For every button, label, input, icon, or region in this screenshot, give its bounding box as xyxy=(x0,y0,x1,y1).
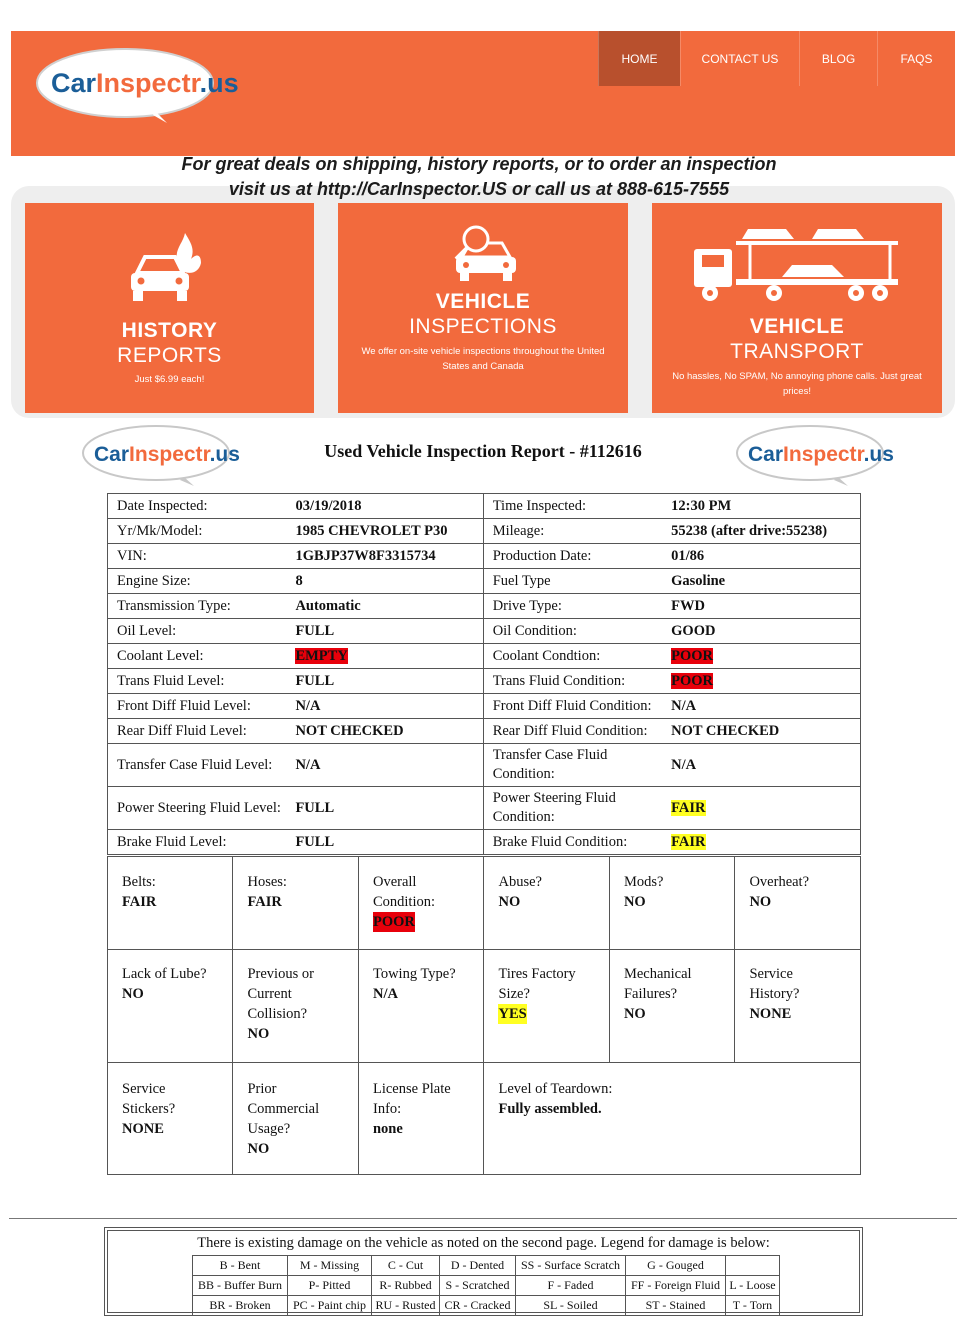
time-inspected-value: 12:30 PM xyxy=(666,494,860,519)
belts-label: Belts: xyxy=(122,874,156,890)
coolant-level-value: EMPTY xyxy=(295,647,348,664)
license-plate-cell xyxy=(358,1063,484,1175)
burning-car-icon xyxy=(125,229,215,305)
model-label: Yr/Mk/Model: xyxy=(108,519,291,544)
lack-of-lube-label: Lack of Lube? xyxy=(122,966,207,982)
table-row xyxy=(108,694,861,719)
history-tile-subtitle: REPORTS xyxy=(117,344,222,367)
table-row xyxy=(108,744,861,787)
transfer-case-condition-value: N/A xyxy=(666,744,860,787)
overheat-cell xyxy=(735,857,861,950)
overheat-value: NO xyxy=(749,894,772,910)
legend-cell: CR - Cracked xyxy=(440,1296,516,1316)
mileage-value: 55238 (after drive:55238) xyxy=(666,519,860,544)
teardown-cell xyxy=(484,1063,861,1175)
tires-factory-label: Tires Factory Size? xyxy=(498,966,576,1002)
legend-cell: S - Scratched xyxy=(440,1276,516,1296)
oil-level-value: FULL xyxy=(290,619,483,644)
damage-legend-inner xyxy=(107,1230,860,1313)
vin-label: VIN: xyxy=(108,544,291,569)
damage-legend-box xyxy=(104,1227,863,1316)
coolant-condition-label: Coolant Condtion: xyxy=(483,644,666,669)
coolant-condition-cell xyxy=(666,644,860,669)
mechanical-failures-label: Mechanical Failures? xyxy=(623,966,692,1002)
site-header xyxy=(11,31,955,156)
table-row xyxy=(108,594,861,619)
overall-label: Overall Condition: xyxy=(372,874,436,910)
collision-cell xyxy=(233,950,359,1063)
car-carrier-truck-icon xyxy=(690,227,902,303)
production-date-value: 01/86 xyxy=(666,544,860,569)
trans-fluid-condition-cell xyxy=(666,669,860,694)
magnified-car-icon xyxy=(446,223,526,283)
legend-cell: FF - Foreign Fluid xyxy=(626,1276,726,1296)
svg-text:CarInspectr.us: CarInspectr.us xyxy=(94,443,240,466)
nav-home[interactable]: HOME xyxy=(598,31,680,86)
license-plate-label: License Plate Info: xyxy=(372,1081,451,1117)
legend-cell: BR - Broken xyxy=(193,1296,288,1316)
table-row xyxy=(108,857,861,950)
overheat-label: Overheat? xyxy=(749,874,810,890)
inspections-tile-desc: We offer on-site vehicle inspections throughout the United States and Canada xyxy=(361,346,605,372)
drive-type-label: Drive Type: xyxy=(483,594,666,619)
table-row xyxy=(108,787,861,830)
power-steering-condition-cell xyxy=(666,787,860,830)
front-diff-level-value: N/A xyxy=(290,694,483,719)
table-row xyxy=(193,1256,780,1276)
hoses-value: FAIR xyxy=(247,894,282,910)
table-row xyxy=(108,619,861,644)
svg-text:CarInspectr.us: CarInspectr.us xyxy=(51,68,239,98)
report-title: Used Vehicle Inspection Report - #112616 xyxy=(324,441,642,461)
brake-fluid-condition-label: Brake Fluid Condition: xyxy=(483,830,666,855)
production-date-label: Production Date: xyxy=(483,544,666,569)
rear-diff-level-value: NOT CHECKED xyxy=(290,719,483,744)
front-diff-condition-value: N/A xyxy=(666,694,860,719)
mileage-label: Mileage: xyxy=(483,519,666,544)
power-steering-level-value: FULL xyxy=(290,787,483,830)
trans-fluid-condition-label: Trans Fluid Condition: xyxy=(483,669,666,694)
oil-condition-value: GOOD xyxy=(666,619,860,644)
legend-cell: P- Pitted xyxy=(288,1276,372,1296)
coolant-level-cell xyxy=(290,644,483,669)
table-row xyxy=(108,569,861,594)
abuse-label: Abuse? xyxy=(498,874,542,890)
power-steering-condition-value: FAIR xyxy=(671,799,706,816)
table-row xyxy=(108,494,861,519)
service-stickers-value: NONE xyxy=(122,1121,164,1137)
drive-type-value: FWD xyxy=(666,594,860,619)
table-row xyxy=(193,1296,780,1316)
mechanical-failures-cell xyxy=(609,950,735,1063)
table-row xyxy=(108,950,861,1063)
tagline-line-2: visit us at http://CarInspector.US or call us at 888-615-7555 xyxy=(228,179,730,199)
towing-type-cell xyxy=(358,950,484,1063)
history-tile-desc: Just $6.99 each! xyxy=(134,374,205,385)
transmission-label: Transmission Type: xyxy=(108,594,291,619)
engine-size-label: Engine Size: xyxy=(108,569,291,594)
overall-value: POOR xyxy=(372,914,415,930)
teardown-label: Level of Teardown: xyxy=(498,1081,613,1097)
legend-cell: C - Cut xyxy=(372,1256,440,1276)
table-row xyxy=(108,544,861,569)
table-row xyxy=(108,669,861,694)
legend-cell: R- Rubbed xyxy=(372,1276,440,1296)
vin-value: 1GBJP37W8F3315734 xyxy=(290,544,483,569)
abuse-cell xyxy=(484,857,609,950)
history-tile-title: HISTORY xyxy=(121,319,218,342)
brake-fluid-level-label: Brake Fluid Level: xyxy=(108,830,291,855)
legend-cell: M - Missing xyxy=(288,1256,372,1276)
commercial-usage-cell xyxy=(233,1063,359,1175)
tagline-line-1: For great deals on shipping, history reports, or to order an inspection xyxy=(181,154,777,174)
damage-legend-note: There is existing damage on the vehicle as noted on the second page. Legend for damage is below: xyxy=(197,1235,770,1251)
hoses-label: Hoses: xyxy=(247,874,287,890)
transfer-case-level-label: Transfer Case Fluid Level: xyxy=(108,744,291,787)
legend-cell: BB - Buffer Burn xyxy=(193,1276,288,1296)
table-row xyxy=(108,719,861,744)
divider xyxy=(9,1218,957,1219)
overall-cell xyxy=(358,857,484,950)
service-history-value: NONE xyxy=(749,1006,792,1022)
legend-cell xyxy=(726,1256,780,1276)
table-row xyxy=(108,519,861,544)
table-row xyxy=(193,1276,780,1296)
coolant-condition-value: POOR xyxy=(671,647,714,664)
legend-cell: SL - Soiled xyxy=(516,1296,626,1316)
model-value: 1985 CHEVROLET P30 xyxy=(290,519,483,544)
legend-cell: RU - Rusted xyxy=(372,1296,440,1316)
vehicle-inspections-tile[interactable] xyxy=(338,203,628,413)
transfer-case-condition-label: Transfer Case Fluid Condition: xyxy=(483,744,666,787)
towing-type-value: N/A xyxy=(372,986,398,1002)
fuel-type-value: Gasoline xyxy=(666,569,860,594)
tires-factory-value: YES xyxy=(498,1006,527,1022)
legend-cell: B - Bent xyxy=(193,1256,288,1276)
rear-diff-condition-label: Rear Diff Fluid Condition: xyxy=(483,719,666,744)
service-stickers-cell xyxy=(108,1063,233,1175)
rear-diff-condition-value: NOT CHECKED xyxy=(666,719,860,744)
damage-legend-table xyxy=(192,1255,780,1316)
service-history-label: Service History? xyxy=(749,966,800,1002)
towing-type-label: Towing Type? xyxy=(372,966,456,982)
nav-contact-us[interactable]: CONTACT US xyxy=(680,31,799,86)
commercial-usage-label: Prior Commercial Usage? xyxy=(247,1081,320,1137)
power-steering-condition-label: Power Steering Fluid Condition: xyxy=(483,787,666,830)
table-row xyxy=(108,1063,861,1175)
belts-value: FAIR xyxy=(122,894,157,910)
inspections-tile-subtitle: INSPECTIONS xyxy=(409,315,557,338)
date-inspected-label: Date Inspected: xyxy=(108,494,291,519)
transport-tile-title: VEHICLE xyxy=(749,315,845,338)
engine-size-value: 8 xyxy=(290,569,483,594)
tires-factory-cell xyxy=(484,950,609,1063)
trans-fluid-condition-value: POOR xyxy=(671,672,714,689)
history-reports-tile[interactable] xyxy=(25,203,314,413)
power-steering-level-label: Power Steering Fluid Level: xyxy=(108,787,291,830)
front-diff-level-label: Front Diff Fluid Level: xyxy=(108,694,291,719)
trans-fluid-level-value: FULL xyxy=(290,669,483,694)
transport-tile-subtitle: TRANSPORT xyxy=(730,340,864,363)
brake-fluid-level-value: FULL xyxy=(290,830,483,855)
commercial-usage-value: NO xyxy=(247,1141,270,1157)
collision-value: NO xyxy=(247,1026,270,1042)
date-inspected-value: 03/19/2018 xyxy=(290,494,483,519)
collision-label: Previous or Current Collision? xyxy=(247,966,314,1022)
legend-cell: D - Dented xyxy=(440,1256,516,1276)
mechanical-failures-value: NO xyxy=(623,1006,646,1022)
license-plate-value: none xyxy=(372,1121,403,1137)
carinspector-logo[interactable] xyxy=(35,45,239,125)
table-row xyxy=(108,644,861,669)
legend-cell: L - Loose xyxy=(726,1276,780,1296)
brake-fluid-condition-cell xyxy=(666,830,860,855)
transport-tile-desc: No hassles, No SPAM, No annoying phone calls. Just great prices! xyxy=(672,371,922,397)
time-inspected-label: Time Inspected: xyxy=(483,494,666,519)
vehicle-transport-tile[interactable] xyxy=(652,203,942,413)
coolant-level-label: Coolant Level: xyxy=(108,644,291,669)
rear-diff-level-label: Rear Diff Fluid Level: xyxy=(108,719,291,744)
transfer-case-level-value: N/A xyxy=(290,744,483,787)
fuel-type-label: Fuel Type xyxy=(483,569,666,594)
nav-faqs[interactable]: FAQS xyxy=(877,31,955,86)
front-diff-condition-label: Front Diff Fluid Condition: xyxy=(483,694,666,719)
abuse-value: NO xyxy=(498,894,521,910)
table-row xyxy=(108,830,861,855)
oil-condition-label: Oil Condition: xyxy=(483,619,666,644)
main-nav xyxy=(598,31,955,86)
trans-fluid-level-label: Trans Fluid Level: xyxy=(108,669,291,694)
lack-of-lube-value: NO xyxy=(122,986,144,1002)
legend-cell: ST - Stained xyxy=(626,1296,726,1316)
carinspector-logo-right xyxy=(734,423,894,487)
legend-cell: T - Torn xyxy=(726,1296,780,1316)
service-stickers-label: Service Stickers? xyxy=(122,1081,176,1117)
oil-level-label: Oil Level: xyxy=(108,619,291,644)
legend-cell: PC - Paint chip xyxy=(288,1296,372,1316)
inspections-tile-title: VEHICLE xyxy=(435,290,531,313)
legend-cell: G - Gouged xyxy=(626,1256,726,1276)
legend-cell: F - Faded xyxy=(516,1276,626,1296)
service-history-cell xyxy=(735,950,861,1063)
mods-label: Mods? xyxy=(623,874,664,890)
lack-of-lube-cell xyxy=(108,950,233,1063)
condition-grid xyxy=(107,856,861,1175)
teardown-value: Fully assembled. xyxy=(498,1101,602,1117)
transmission-value: Automatic xyxy=(290,594,483,619)
svg-text:CarInspectr.us: CarInspectr.us xyxy=(748,443,894,466)
mods-cell xyxy=(609,857,735,950)
carinspector-logo-left xyxy=(80,423,240,487)
hoses-cell xyxy=(233,857,359,950)
brake-fluid-condition-value: FAIR xyxy=(671,833,706,850)
mods-value: NO xyxy=(623,894,646,910)
belts-cell xyxy=(108,857,233,950)
legend-cell: SS - Surface Scratch xyxy=(516,1256,626,1276)
vehicle-info-table xyxy=(107,493,861,855)
nav-blog[interactable]: BLOG xyxy=(799,31,877,86)
